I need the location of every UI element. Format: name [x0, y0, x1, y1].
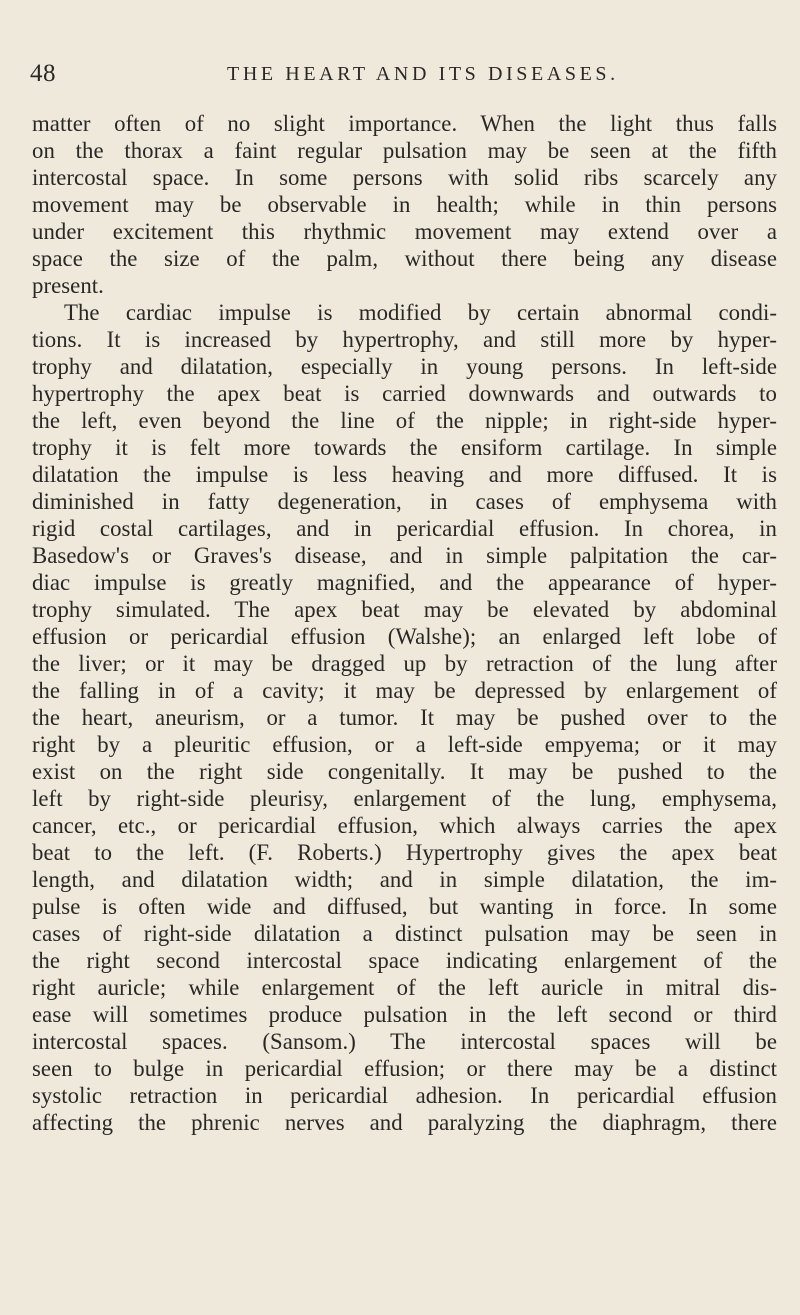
running-head: [30, 57, 780, 91]
text-line: pulse is often wide and diffused, but wanting in force. In some: [32, 894, 777, 919]
text-line: right by a pleuritic effusion, or a left-side empyema; or it may: [32, 732, 777, 757]
text-line: left by right-side pleurisy, enlargement of the lung, emphysema,: [32, 786, 777, 811]
text-line: trophy and dilatation, especially in young persons. In left-side: [32, 354, 777, 379]
text-line: under excitement this rhythmic movement may extend over a: [32, 219, 777, 244]
page-number: 48: [30, 60, 56, 87]
text-line: ease will sometimes produce pulsation in the left second or third: [32, 1002, 777, 1027]
running-title: THE HEART AND ITS DISEASES.: [227, 63, 619, 85]
text-line: cases of right-side dilatation a distinct pulsation may be seen in: [32, 921, 777, 946]
text-line: matter often of no slight importance. When the light thus falls: [32, 111, 777, 136]
text-line: Basedow's or Graves's disease, and in simple palpitation the car-: [32, 543, 777, 568]
text-line: seen to bulge in pericardial effusion; or there may be a distinct: [32, 1056, 777, 1081]
text-line: space the size of the palm, without there being any disease: [32, 246, 777, 271]
text-line: on the thorax a faint regular pulsation may be seen at the fifth: [32, 138, 777, 163]
text-line: the falling in of a cavity; it may be depressed by enlargement of: [32, 678, 777, 703]
text-line: intercostal space. In some persons with solid ribs scarcely any: [32, 165, 777, 190]
text-line: the right second intercostal space indicating enlargement of the: [32, 948, 777, 973]
text-line: length, and dilatation width; and in simple dilatation, the im-: [32, 867, 777, 892]
text-line: present.: [32, 273, 104, 298]
text-line: affecting the phrenic nerves and paralyzing the diaphragm, there: [32, 1110, 777, 1135]
text-line: effusion or pericardial effusion (Walshe); an enlarged left lobe of: [32, 624, 777, 649]
text-line: diac impulse is greatly magnified, and the appearance of hyper-: [32, 570, 777, 595]
text-line: cancer, etc., or pericardial effusion, which always carries the apex: [32, 813, 777, 838]
text-line: the left, even beyond the line of the nipple; in right-side hyper-: [32, 408, 777, 433]
body-text: [32, 110, 777, 1136]
text-line: intercostal spaces. (Sansom.) The intercostal spaces will be: [32, 1029, 777, 1054]
text-line: the heart, aneurism, or a tumor. It may be pushed over to the: [32, 705, 777, 730]
text-line: tions. It is increased by hypertrophy, and still more by hyper-: [32, 327, 777, 352]
text-line: The cardiac impulse is modified by certain abnormal condi-: [64, 300, 777, 325]
text-line: rigid costal cartilages, and in pericardial effusion. In chorea, in: [32, 516, 777, 541]
text-line: movement may be observable in health; while in thin persons: [32, 192, 777, 217]
text-line: exist on the right side congenitally. It may be pushed to the: [32, 759, 777, 784]
text-line: dilatation the impulse is less heaving and more diffused. It is: [32, 462, 777, 487]
text-line: trophy it is felt more towards the ensiform cartilage. In simple: [32, 435, 777, 460]
text-line: right auricle; while enlargement of the left auricle in mitral dis-: [32, 975, 777, 1000]
text-line: hypertrophy the apex beat is carried downwards and outwards to: [32, 381, 777, 406]
text-line: diminished in fatty degeneration, in cases of emphysema with: [32, 489, 777, 514]
text-line: systolic retraction in pericardial adhesion. In pericardial effusion: [32, 1083, 777, 1108]
text-line: trophy simulated. The apex beat may be elevated by abdominal: [32, 597, 777, 622]
text-line: the liver; or it may be dragged up by retraction of the lung after: [32, 651, 777, 676]
text-line: beat to the left. (F. Roberts.) Hypertrophy gives the apex beat: [32, 840, 777, 865]
